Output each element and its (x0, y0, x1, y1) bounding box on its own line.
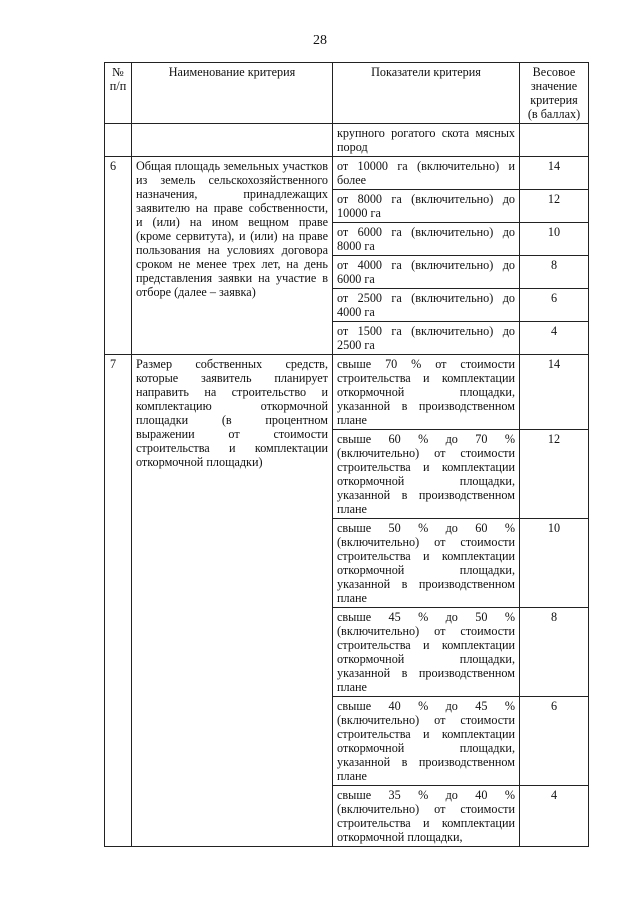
score-cell: 12 (520, 430, 589, 519)
indicator-cell: свыше 40 % до 45 % (включительно) от стоимости строительства и комплектации откормочной площадки, указанной в производственном плане (333, 697, 520, 786)
table-header-row (105, 63, 589, 124)
indicator-cell: от 2500 га (включительно) до 4000 га (333, 289, 520, 322)
score-cell: 14 (520, 157, 589, 190)
continuation-row (105, 124, 589, 157)
indicator-cell: свыше 60 % до 70 % (включительно) от стоимости строительства и комплектации откормочной площадки, указанной в производственном плане (333, 430, 520, 519)
criterion-num: 6 (105, 157, 132, 355)
header-num: № п/п (105, 63, 132, 124)
score-cell: 6 (520, 289, 589, 322)
score-cell: 12 (520, 190, 589, 223)
header-weight: Весовое значение критерия (в баллах) (520, 63, 589, 124)
indicator-cell: от 6000 га (включительно) до 8000 га (333, 223, 520, 256)
indicator-cell: от 1500 га (включительно) до 2500 га (333, 322, 520, 355)
indicator-cell: свыше 70 % от стоимости строительства и комплектации откормочной площадки, указанной в производственном плане (333, 355, 520, 430)
criterion-num: 7 (105, 355, 132, 847)
table-row (105, 157, 589, 190)
score-cell: 4 (520, 786, 589, 847)
page-number: 28 (313, 33, 327, 48)
continuation-score (520, 124, 589, 157)
indicator-cell: от 4000 га (включительно) до 6000 га (333, 256, 520, 289)
score-cell: 4 (520, 322, 589, 355)
score-cell: 14 (520, 355, 589, 430)
indicator-cell: от 10000 га (включительно) и более (333, 157, 520, 190)
score-cell: 8 (520, 256, 589, 289)
indicator-cell: свыше 45 % до 50 % (включительно) от стоимости строительства и комплектации откормочной площадки, указанной в производственном плане (333, 608, 520, 697)
continuation-name (132, 124, 333, 157)
criterion-name: Общая площадь земельных участков из земель сельскохозяйственного назначения, принадлежащих заявителю на праве собственности, и (или) на ином вещном праве (кроме сервитута), и (или) на праве пользования на условиях договора сроком не менее трех лет, на день представления заявки на участие в отборе (далее – заявка) (132, 157, 333, 355)
score-cell: 8 (520, 608, 589, 697)
continuation-num (105, 124, 132, 157)
indicator-cell: свыше 50 % до 60 % (включительно) от стоимости строительства и комплектации откормочной площадки, указанной в производственном плане (333, 519, 520, 608)
indicator-cell: свыше 35 % до 40 % (включительно) от стоимости строительства и комплектации откормочной площадки, (333, 786, 520, 847)
header-name: Наименование критерия (132, 63, 333, 124)
criteria-table (104, 62, 589, 847)
score-cell: 6 (520, 697, 589, 786)
indicator-cell: от 8000 га (включительно) до 10000 га (333, 190, 520, 223)
score-cell: 10 (520, 519, 589, 608)
header-indicators: Показатели критерия (333, 63, 520, 124)
score-cell: 10 (520, 223, 589, 256)
continuation-indicator: крупного рогатого скота мясных пород (333, 124, 520, 157)
criterion-name: Размер собственных средств, которые заявитель планирует направить на строительство и комплектацию откормочной площадки (в процентном выражении от стоимости строительства и комплектации откормочной площадки) (132, 355, 333, 847)
table-row (105, 355, 589, 430)
